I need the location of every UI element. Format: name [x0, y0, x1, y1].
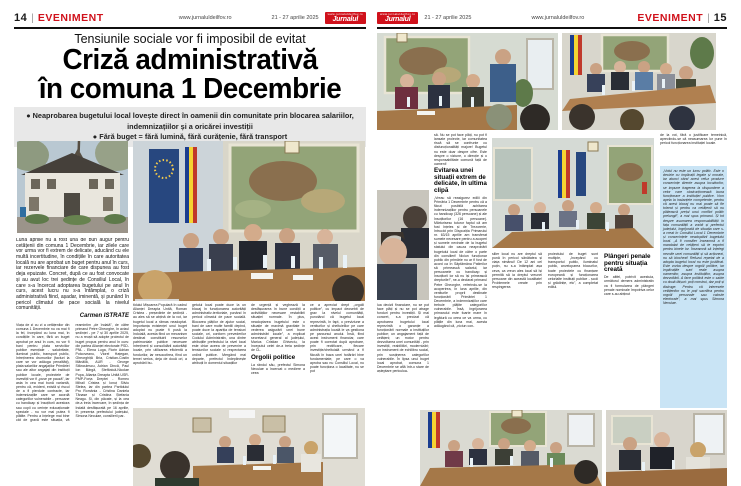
- right-page-header: [377, 10, 727, 26]
- kicker: Tensiunile sociale vor fi imposibil de evitat: [74, 32, 306, 46]
- photo-town-hall: [17, 141, 128, 233]
- left-header-rule: [14, 27, 366, 29]
- body-text-col-5: [251, 303, 305, 406]
- right-header-date: 21 - 27 aprilie 2025: [424, 15, 472, 21]
- left-header-date: 21 - 27 aprilie 2025: [271, 15, 319, 21]
- meeting-table-illustration: [562, 33, 716, 130]
- right-body-col-6-intro: de la vot, fără o justificare temeinică, apreciindu-se că neasumarea lor pune în pericol funcționarea instituției locale.: [660, 133, 727, 146]
- body-text-col-3: tidului Mișcarea Populară în cadrul Alianței Dreapta Unită, Roman Cristea - președinte de ședință - au ales să se abțină de la vot, iar bugetul local a rămas neadoptat. Importanța existenței unui buget adoptat nu poate fi pusă la îndoială, acesta fiind un mecanism destinat constituirii resurselor patrimoniale publice necesare întreținerii și consolidării autorității locale, prin utilizarea eficientă a fondurilor, iar nesocotirea, fiind un temei serios, deja de două ori, a aprobării bu-: [133, 303, 187, 365]
- left-page-number: 14: [14, 12, 28, 24]
- meeting-speaker-illustration: [377, 33, 558, 130]
- body-text-col-5a: de urgență și veghează la desfășurarea în bune condiții a activităților necesare restabilirii situației normale. În plus, neadoptarea bugetului este o situație de maximă gravitate în vederea asigurării unei bune administrări locale”, a explicat secretarul general al județului, Marius Cristian Ghiveciu, la începutul celei de-a treia ședințe de CL.: [251, 303, 305, 353]
- right-body-col-2: [434, 133, 487, 408]
- headline-line-2: în comuna 1 Decembrie: [38, 73, 342, 105]
- right-section-label: EVENIMENT: [637, 12, 704, 24]
- right-header-rule: [377, 27, 727, 29]
- meeting-wide-illustration: [420, 410, 602, 486]
- headline-line-1: Criză administrativă: [62, 44, 318, 76]
- photo-meeting-bottom-wide: [420, 410, 602, 486]
- photo-council-meeting-main: [133, 141, 365, 301]
- logo-url-line-2: www.jurnaluldeilfov.ro: [380, 12, 416, 16]
- photo-meeting-top-right: [562, 33, 716, 130]
- subhead-plangeri: Plângeri penale pentru situația creată: [604, 253, 651, 274]
- quote-box: „Votul nu este un lucru politic. Este o decizie cu implicații legale și morale, iar atunci când acest refuz produce consecințe directe asupra locuitorilor, se impune tragerea la răspundere a celor care obstrucționează buna funcționare a instituției publice. Vom apela la instanțele competente, pentru că acest blocaj nu mai poate să fie tolerat și pentru ca cetățenii să nu plătească prețul unui conflict politic prelungit”, a mai spus primarul. Și tot despre asumarea responsabilității în fața comunității a vorbit și prefectul județului, îngrijorată de situația care s-a creat în Consiliul Local 1 Decembrie și consecințele neadoptării bugetului local. „A fi consilier înseamnă a fi mandatat de cetățeni să te exprimi pentru binele lor. Înseamnă să înțelegi nevoile unei comunități și să acționezi, nu să blochezi! Refuzul repetat de a adopta bugetul local nu este justificat. Este vorba despre orgolii politice, iar implicațiile sunt reale asupra oamenilor, asupra instituțiilor, asupra dezvoltării. A face politică este o sabie cu două tăișuri: poți construi, dar poți și distruge. Pentru că interesele cetățenilor nu le poți sacrifica pentru orgolii personale sau calcule electorale”, a mai spus Simona Neculae.: [660, 166, 727, 408]
- meeting-flags-illustration: [492, 138, 654, 248]
- right-body-col-5: [604, 252, 654, 408]
- byline: Carmen ISTRATE: [79, 313, 129, 319]
- logo-url-line: www.jurnaluldeilfov.ro: [327, 12, 363, 16]
- town-hall-illustration: [17, 141, 128, 233]
- photo-meeting-flags-center: [492, 138, 654, 248]
- left-column-block: [16, 323, 129, 483]
- lead-paragraph: Luna aprilie nu a fost una de bun augur pentru cetățenii din comuna 1 Decembrie, iar zilele care vor urma vor fi extrem de delicate, aducând cu ele multă incertitudine, în condițiile în care autoritatea locală nu are aprobat un buget pentru anul în curs, iar rezervele financiare de care dispunea au fost deja epuizate. Concret, după ce au fost convocate și au avut loc trei ședințe de Consiliul Local, în care s-a încercat adoptarea bugetului pe anul în curs, acest lucru nu s-a întâmplat, o criză administrativă fiind, așadar, iminentă, și punând în pericol climatul de pace socială la nivelul comunității.: [16, 238, 129, 312]
- photo-meeting-bottom-right: [606, 410, 727, 486]
- body-text-col-5b: La rândul său, prefectul Simona Neculae a încercat o mediere a ceea: [251, 362, 305, 375]
- right-body-col-1: lua decizii financiare, nu se pot face plăți și nu se pot atrage fonduri pentru investiții. Și mai concret, s-a precizat că aprobarea bugetului local reprezintă o garanție a funcționării normale a instituțiilor publice; un angajament față de cetățeni; un motor pentru dezvoltarea unei comunități - prin investiții, reabilitări, modernizări; un instrument de echilibru social, prin susținerea categoriilor vulnerabile. În lipsa unui buget local aprobat, comuna 1 Decembrie se află într-o stare de așteptare periculoa-: [377, 303, 429, 373]
- header-divider: |: [31, 12, 34, 24]
- right-body-col-5-text: De altfel, potrivit acestuia, următorul demers administrativ va fi formularea de plângeri penale nominale împotriva celor care s-au abținut: [604, 275, 654, 296]
- right-page-number: 15: [713, 12, 727, 24]
- right-body-col-2b: „Vreau să reasigurez edilii din Primăria 1 Decembrie pentru că a făcut posibilă achitarea indemnizațiilor pentru persoanele cu handicap (326 persoane) și ale însoțitorilor (16 persoane). Mărturisesc tuturor faptul că am fost înțeles și de Trezorerie, întrucât prin Dispoziția Primarului nr. 63/15 aprilie am transferat sumele necesare pentru a acoperi și sumele nevirate de la bugetul statului din cauza neaprobării bugetului local de către o parte din consilieri! Niciun funcționar public din primărie nu ar fi fost de acord ca în Săptămâna Patimilor să primească salariul, iar persoanele cu handicap și însoțitorii lor să nu își primească drepturile!”, ne-a declarat primarul Petre Gheorghe, referindu-se la acoperirea, în luna aprilie, din veniturile proprii destinate funcționării Primăriei 1 Decembrie, a indemnizațiilor care trebuie plătite categoriilor vulnerabile. Însă, îngrijorarea primarului este foarte mare în legătură cu ceea ce va urma, cu plățile din luna mai, acesta adăugând că, „niciun con-: [434, 195, 487, 328]
- left-section-label: EVENIMENT: [37, 12, 104, 24]
- meeting-room-illustration: [133, 408, 365, 486]
- subhead-evitarea: Evitarea unei situații extrem de delicate, în ultima clipă: [434, 167, 487, 194]
- right-body-col-4: proiectului de buget sunt multiple, „începând cu transportul public, iluminatul public, anveloparea blocurilor, toate proiectele cu finanțare europeană și funcționarea celorlalte instituții publice - școli și grădinițe, etc”, a completat edilul.: [548, 252, 598, 289]
- jurnalul-logo-left: [325, 12, 366, 24]
- left-header-url: www.jurnaluldeilfov.ro: [178, 15, 232, 21]
- council-meeting-illustration: [133, 141, 365, 301]
- body-text-col-6: ce a apreciat drept „orgolii politice”, cu impact deosebit de grav la nivelul comunității, punctând că bugetul local reprezintă, în fapt, o previziune a veniturilor și cheltuielilor pe care administrația locală le va gestiona pe parcursul anului. Însă, fiind acest instrument financiar, care poate fi corectat după aprobare, prin rectificare, fiecare investiție/cheltuială urmând a fi făcută în baza unei hotărâri bine fundamentate, pe care o va aproba sau nu Consiliul Local, nu poate funcționa o localitate, nu se pot: [310, 303, 364, 373]
- body-text-col-4: getului local poate duce la un blocaj în funcționarea autorității administrativ-teritoriale, punând în pericol climatul de pace socială. Blocarea plăților de ajutor social, bani de care multe familii depind, poate duce la apariția de tensiuni sociale, ori, conform prevederilor Codului Administrativ, una dintre atribuțiile prefectului la nivel local este chiar aceea de prevenire a tensiunilor sociale și respectarea ordinii publice. Mergând mai departe, prefectul îndeplinește atribuții în domeniul situațiilor: [192, 303, 246, 365]
- logo-name: Jurnalul: [332, 16, 359, 23]
- photo-listeners-closeup: [377, 190, 429, 300]
- bullet-item-2: ● Fără buget = fără lumină, fără curățenie, fără transport: [92, 132, 288, 142]
- photo-meeting-left-bottom: [133, 408, 365, 486]
- body-text-col-2: „de îndată”, de către primarul Petre Gheorghe, în avizul ședinței - pe 7 și 30 aprilie 2025, nu a reușit să adopte proiectul de buget propus pentru anul în curs: din partea Alianței electorale PSD-PNL - Elena Luga, Florin Adrian Potcoveanu, Viorel Hațegan, Gheorghiță Bria, Cristian-Costin Mănăilă, AUR - George Stănculescu, Adrian Dincă, Paul Ion Bârgă, Ștefănică-Nicolae Popa, Alianța Dreapta Unită USR-PMP-Forța Dreptei - Romeo Mihail Cristea și Ionuț Silviu Stelea, iar din partea Partidului Pro România - Cristina Daniela Tănase și Cristina Ștefania Neagu. Și, din păcate, și la cea de-a treia încercare, în ședința de îndată desfășurată pe 16 aprilie, în prezența prefectului județului, Simona Neculae, consilierii par-: [75, 323, 129, 418]
- right-body-col-3: silier local nu are dreptul să pună în pericol sănătatea și viața nimănui! De 12 ani cel puțin, nu s-a întâmplat așa ceva, ca vreun ales local să își permită să ia dreptul vreunei persoane din această localitate! Problemele create prin respingerea: [492, 252, 542, 289]
- right-body-col-2a: să. Nu se pot face plăți, nu pot fi lansate proiecte, iar comunitatea riscă să se confrunte cu disfuncționalități majore! Bugetul nu este doar despre cifre. Este despre o viziune, o direcție și o responsabilitate comună față de oameni!: [434, 133, 487, 166]
- jurnalul-logo-right: [377, 12, 418, 24]
- header-divider-2: |: [707, 12, 710, 24]
- bullet-item-1: ● Neaprobarea bugetului local lovește direct în oamenii din comunitate prin blocarea salariilor, indemnizațiilor și a oricărei investiții: [26, 111, 354, 131]
- under-center-photo-columns: [492, 252, 654, 408]
- subhead-orgolii-politice: Orgolii politice: [251, 353, 296, 361]
- left-page-header: [14, 10, 366, 26]
- right-header-url: www.jurnaluldeilfov.ro: [531, 15, 585, 21]
- photo-meeting-top-left: [377, 33, 558, 130]
- listeners-illustration: [377, 190, 429, 300]
- body-text-col-1: Viața de zi cu zi a cetățenilor din comuna 1 Decembrie nu va mai fi la fel, începând cu luna mai, în condițiile în care, fără un buget aprobat pe anul în curs, nu vor fi bani pentru plata serviciilor publice esențiale - salubritate, iluminat public, transport public, întreținerea drumurilor (facturi la care se vor adăuga penalități), plata salariilor angajaților Primăriei sau ale altor angajați din instituții publice locale, proiectele de investiții vor fi „puse pe pauză”, iar asta în cea mai bună variantă, pentru că, evident, există și riscul de a fi pierdute contracte, iar indemnizațiile care se acordă categoriilor vulnerabile - persoane cu handicap și însoțitorii acestora sau copii cu cerințe educaționale speciale - nu vor mai putea fi plătite. Pentru a înțelege mai bine cât de gravă este situația, vă reamintim: [16, 323, 91, 422]
- meeting-window-illustration: [606, 410, 727, 486]
- under-photo-columns: [133, 303, 365, 406]
- logo-name-2: Jurnalul: [384, 16, 411, 23]
